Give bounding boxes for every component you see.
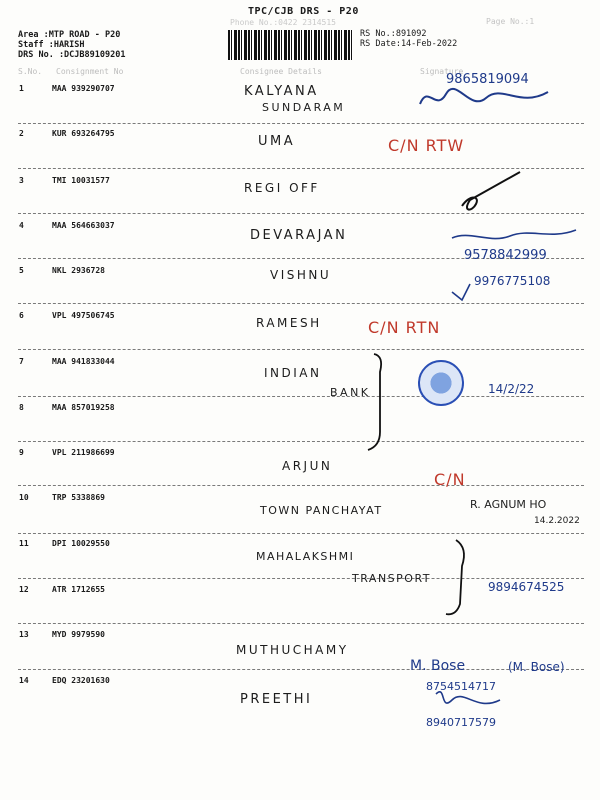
phone-handwritten: 9865819094 (446, 72, 529, 87)
consignment-number: TRP 5338869 (52, 493, 105, 502)
consignment-number: MAA 857019258 (52, 403, 115, 412)
signature-stroke (462, 172, 520, 210)
consignment-number: MAA 564663037 (52, 221, 115, 230)
consignee-name: SUNDARAM (262, 101, 346, 114)
staff-field: Staff :HARISH (18, 40, 85, 50)
consignee-name: DEVARAJAN (250, 228, 348, 243)
consignment-number: VPL 211986699 (52, 448, 115, 457)
consignment-number: MYD 9979590 (52, 630, 105, 639)
drs-number-field: DRS No. :DCJB89109201 (18, 50, 126, 60)
consignment-number: VPL 497506745 (52, 311, 115, 320)
row-number: 4 (19, 221, 24, 230)
signature-stroke (452, 284, 470, 300)
bracket-mark (446, 540, 464, 614)
consignment-number: DPI 10029550 (52, 539, 110, 548)
phone-handwritten: 9976775108 (474, 274, 551, 288)
consignee-name: INDIAN (264, 366, 322, 380)
consignee-name: PREETHI (240, 692, 313, 707)
page-number: Page No.:1 (486, 17, 535, 26)
rs-number-field: RS No.:891092 (360, 29, 427, 39)
return-note: C/N (434, 470, 466, 489)
phone-handwritten: 9894674525 (488, 580, 565, 594)
phone-handwritten: 8754514717 (426, 680, 496, 693)
date-handwritten: 14/2/22 (488, 382, 535, 396)
consignee-name: TRANSPORT (352, 572, 432, 585)
signature-stroke (452, 230, 576, 239)
consignee-name: ARJUN (282, 459, 333, 473)
consignment-number: MAA 939290707 (52, 84, 115, 93)
bracket-mark (368, 354, 381, 450)
consignee-name: KALYANA (244, 84, 319, 99)
return-note: C/N RTN (368, 318, 441, 337)
row-number: 6 (19, 311, 24, 320)
area-field: Area :MTP ROAD - P20 (18, 30, 121, 40)
consignee-name: UMA (258, 134, 296, 149)
phone-handwritten: 8940717579 (426, 716, 496, 729)
column-header-consignment: Consignment No (56, 67, 124, 76)
row-number: 13 (19, 630, 29, 639)
row-number: 12 (19, 585, 29, 594)
signature-stroke (420, 89, 548, 104)
row-number: 7 (19, 357, 24, 366)
signature-name: (M. Bose) (508, 660, 565, 674)
row-number: 10 (19, 493, 29, 502)
consignment-number: ATR 1712655 (52, 585, 105, 594)
row-number: 1 (19, 84, 24, 93)
return-note: C/N RTW (388, 136, 465, 155)
rs-date-field: RS Date:14-Feb-2022 (360, 39, 458, 49)
document-title: TPC/CJB DRS - P20 (248, 6, 359, 17)
row-number: 14 (19, 676, 29, 685)
consignment-number: NKL 2936728 (52, 266, 105, 275)
column-header-sno: S.No. (18, 67, 43, 76)
consignment-number: TMI 10031577 (52, 176, 110, 185)
signature-name: M. Bose (410, 658, 466, 674)
consignment-number: MAA 941833044 (52, 357, 115, 366)
row-number: 8 (19, 403, 24, 412)
consignee-name: VISHNU (270, 268, 332, 282)
row-number: 3 (19, 176, 24, 185)
row-number: 5 (19, 266, 24, 275)
consignee-name: MUTHUCHAMY (236, 643, 349, 657)
signature-stroke (436, 692, 500, 704)
row-number: 9 (19, 448, 24, 457)
consignee-name: MAHALAKSHMI (256, 550, 355, 563)
phone-number: Phone No.:0422 2314515 (230, 18, 336, 27)
signature-name: R. AGNUM HO (470, 498, 547, 511)
consignee-name: BANK (330, 386, 371, 399)
phone-handwritten: 9578842999 (464, 248, 547, 263)
consignment-number: KUR 693264795 (52, 129, 115, 138)
column-header-consignee: Consignee Details (240, 67, 322, 76)
consignee-name: REGI OFF (244, 181, 320, 195)
consignee-name: TOWN PANCHAYAT (260, 504, 383, 517)
consignment-number: EDQ 23201630 (52, 676, 110, 685)
row-number: 11 (19, 539, 29, 548)
consignee-name: RAMESH (256, 316, 322, 330)
date-handwritten: 14.2.2022 (534, 516, 580, 526)
column-header-signature: Signature (420, 67, 464, 76)
row-number: 2 (19, 129, 24, 138)
bank-stamp (418, 360, 464, 406)
